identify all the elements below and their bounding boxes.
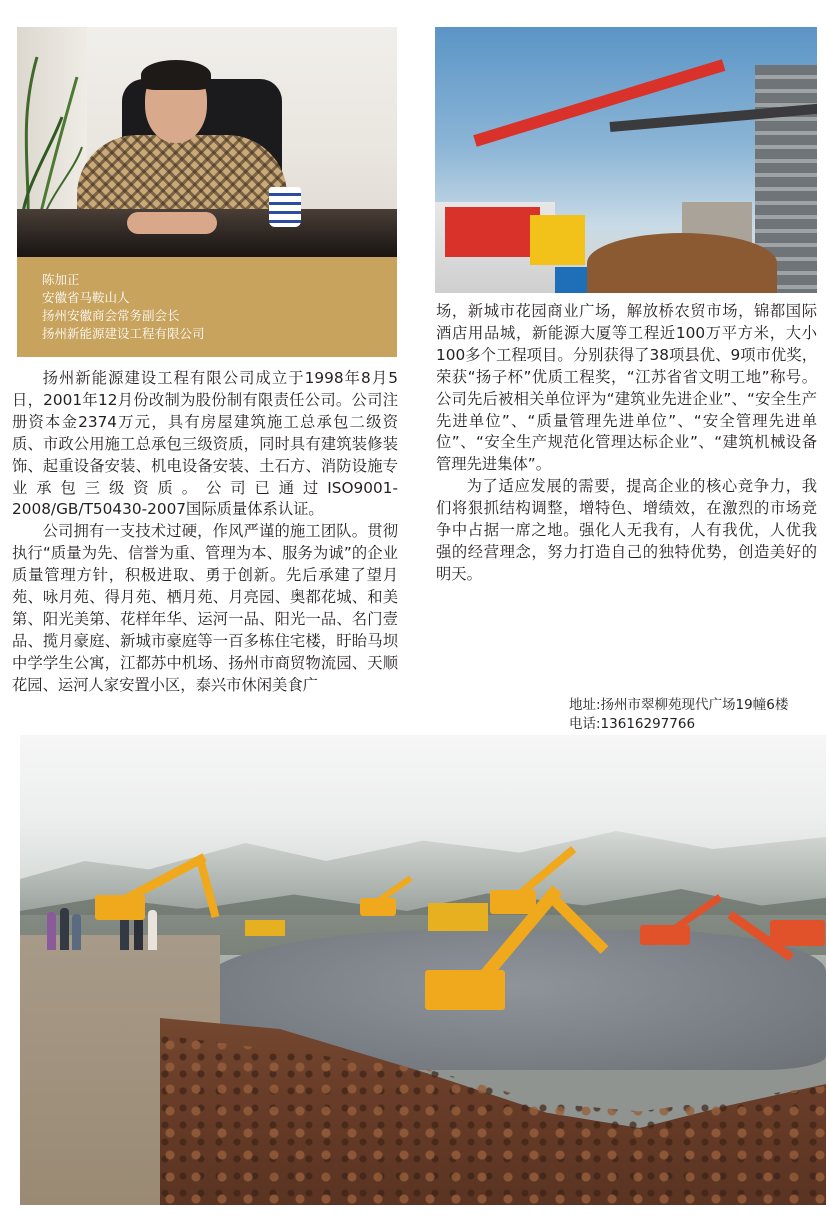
truck-cab: [530, 215, 585, 265]
person-hair: [141, 60, 211, 90]
person-hands: [127, 212, 217, 234]
contact-info: [569, 696, 788, 734]
phone-line: 电话:13616297766: [569, 716, 696, 732]
crane-base: [445, 207, 540, 257]
crane-boom-red: [473, 59, 725, 146]
address-line: 地址:扬州市翠柳苑现代广场19幢6楼: [569, 697, 789, 713]
article-left-column: [12, 368, 398, 697]
porcelain-cup: [269, 187, 301, 227]
paragraph-projects: 公司拥有一支技术过硬，作风严谨的施工团队。贯彻执行“质量为先、信誉为重、管理为本、服务为诚”的企业质量管理方针，积极进取、勇于创新。先后承建了望月苑、咏月苑、得月苑、栖月苑、月亮园、奥都花城、和美第、阳光美第、花样年华、运河一品、阳光一品、名门壹品、揽月豪庭、新城市豪庭等一百多栋住宅楼，盱眙马坝中学学生公寓，江都苏中机场、扬州市商贸物流园、天顺花园、运河人家安置小区，泰兴市休闲美食广: [12, 522, 398, 694]
material-pile: [587, 233, 777, 293]
caption-origin: 安徽省马鞍山人: [42, 290, 130, 305]
caption-name: 陈加正: [42, 272, 80, 287]
crane-photo: [435, 27, 817, 293]
paragraph-projects-continued: 场，新城市花园商业广场，解放桥农贸市场，锦都国际酒店用品城，新能源大厦等工程近100万平方米，大小100多个工程项目。分别获得了38项县优、9项市优奖，荣获“扬子杯”优质工程奖，“江苏省省文明工地”称号。公司先后被相关单位评为“建筑业先进企业”、“安全生产先进单位”、“质量管理先进单位”、“安全管理先进单位”、“安全生产规范化管理达标企业”、“建筑机械设备管理先进集体”。: [436, 302, 817, 474]
caption-title: 扬州安徽商会常务副会长: [42, 308, 180, 323]
construction-site-photo: [20, 735, 826, 1205]
paragraph-company-profile: 扬州新能源建设工程有限公司成立于1998年8月5日，2001年12月份改制为股份制有限责任公司。公司注册资本金2374万元，具有房屋建筑施工总承包二级资质、市政公用施工总承包三级资质，同时具有建筑装修装饰、起重设备安装、机电设备安装、土石方、消防设施专业承包三级资质。公司已通过ISO9001-2008/GB/T50430-2007国际质量体系认证。: [12, 369, 398, 519]
dump-truck: [428, 903, 488, 931]
paragraph-outlook: 为了适应发展的需要，提高企业的核心竞争力，我们将狠抓结构调整，增特色、增绩效，在激烈的市场竞争中占据一席之地。强化人无我有，人有我优，人优我强的经营理念，努力打造自己的独特优势，创造美好的明天。: [436, 477, 817, 583]
portrait-photo: [17, 27, 397, 257]
dump-truck-distant: [245, 920, 285, 936]
portrait-caption: [17, 257, 397, 357]
caption-company: 扬州新能源建设工程有限公司: [42, 326, 205, 341]
article-right-column: [436, 301, 817, 586]
